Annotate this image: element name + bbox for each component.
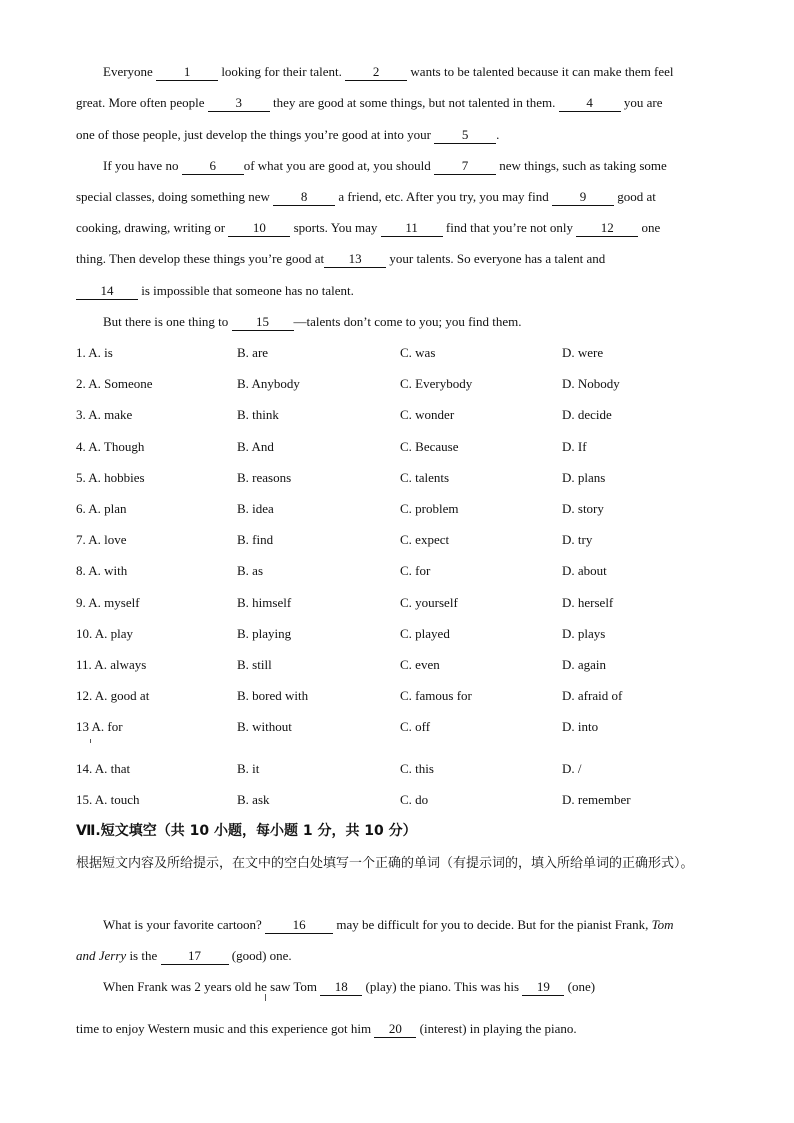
option-c[interactable]: C. this [400,761,434,776]
option-d[interactable]: D. plays [562,626,606,641]
text-segment-italic: and Jerry [76,948,127,963]
option-a[interactable]: 1. A. is [76,345,113,360]
option-a[interactable]: 3. A. make [76,407,133,422]
text-segment: (one) [564,979,596,994]
text-segment: may be difficult for you to decide. But for the pianist Frank, [333,917,652,932]
text-segment: (good) one. [228,948,292,963]
option-a[interactable]: 6. A. plan [76,501,127,516]
blank-13[interactable]: 13 [324,251,386,268]
option-a[interactable]: 8. A. with [76,563,128,578]
option-c[interactable]: C. problem [400,501,459,516]
option-b[interactable]: B. himself [237,595,292,610]
option-b[interactable]: B. it [237,761,260,776]
blank-17[interactable]: 17 [161,948,229,965]
blank-5[interactable]: 5 [434,127,496,144]
passage1-line9 [103,312,718,332]
option-a[interactable]: 15. A. touch [76,792,140,807]
passage1-line2 [76,93,718,113]
option-b[interactable]: B. without [237,719,292,734]
option-c[interactable]: C. do [400,792,429,807]
option-d[interactable]: D. If [562,439,587,454]
option-c[interactable]: C. yourself [400,595,458,610]
text-segment: you are [620,95,663,110]
passage1-line1 [103,62,718,82]
option-b[interactable]: B. find [237,532,274,547]
blank-14[interactable]: 14 [76,283,138,300]
blank-3[interactable]: 3 [208,95,270,112]
text-segment: one of those people, just develop the things you’re good at into your [76,127,435,142]
option-a[interactable]: 14. A. that [76,761,131,776]
question-15-options [76,790,726,810]
question-2-options [76,374,726,394]
option-d[interactable]: D. plans [562,470,606,485]
passage1-line7 [76,249,718,269]
option-c[interactable]: C. Everybody [400,376,473,391]
option-d[interactable]: D. into [562,719,599,734]
text-segment: they are good at some things, but not talented in them. [269,95,559,110]
blank-20[interactable]: 20 [374,1021,416,1038]
option-a[interactable]: 11. A. always [76,657,147,672]
passage2-line4 [76,1019,718,1039]
text-segment: . [496,127,500,142]
option-d[interactable]: D. Nobody [562,376,620,391]
text-segment: time to enjoy Western music and this experience got him [76,1021,375,1036]
question-10-options [76,624,726,644]
option-c[interactable]: C. Because [400,439,459,454]
option-d[interactable]: D. / [562,761,582,776]
text-segment: a friend, etc. After you try, you may find [335,189,552,204]
option-c[interactable]: C. for [400,563,431,578]
option-c[interactable]: C. was [400,345,436,360]
passage1-line6 [76,218,718,238]
option-c[interactable]: C. played [400,626,450,641]
question-6-options [76,499,726,519]
question-9-options [76,593,726,613]
text-segment: When Frank was 2 years old he saw Tom [103,979,321,994]
blank-15[interactable]: 15 [232,314,294,331]
blank-9[interactable]: 9 [552,189,614,206]
question-1-options [76,343,726,363]
stray-mark [90,739,91,743]
text-segment: But there is one thing to [103,314,232,329]
blank-4[interactable]: 4 [559,95,621,112]
question-11-options [76,655,726,675]
blank-7[interactable]: 7 [434,158,496,175]
blank-2[interactable]: 2 [345,64,407,81]
text-segment: Everyone [103,64,157,79]
passage1-line5 [76,187,718,207]
passage2-line2 [76,946,718,966]
passage2-line1 [103,915,718,935]
text-segment: sports. You may [290,220,381,235]
text-segment: cooking, drawing, writing or [76,220,229,235]
text-segment: is the [126,948,161,963]
option-d[interactable]: D. try [562,532,593,547]
passage1-line3 [76,125,718,145]
option-b[interactable]: B. think [237,407,279,422]
passage2-line3 [103,977,718,997]
section-instructions: 根据短文内容及所给提示，在文中的空白处填写一个正确的单词（有提示词的，填入所给单词的正确形式）。 [76,856,694,871]
question-14-options [76,759,726,779]
option-c[interactable]: C. expect [400,532,450,547]
option-c[interactable]: C. famous for [400,688,472,703]
option-b[interactable]: B. bored with [237,688,309,703]
text-segment-italic: Tom [651,917,674,932]
option-d[interactable]: D. afraid of [562,688,623,703]
question-13-options [76,717,726,737]
blank-19[interactable]: 19 [522,979,564,996]
section-title: Ⅶ.短文填空（共 10 小题，每小题 1 分，共 10 分） [76,823,417,839]
option-a[interactable]: 2. A. Someone [76,376,153,391]
passage1-line8 [76,281,718,301]
blank-1[interactable]: 1 [156,64,218,81]
option-b[interactable]: B. still [237,657,272,672]
option-c[interactable]: C. wonder [400,407,455,422]
text-segment: new things, such as taking some [495,158,667,173]
text-segment: looking for their talent. [218,64,346,79]
question-12-options [76,686,726,706]
option-b[interactable]: B. And [237,439,274,454]
option-d[interactable]: D. about [562,563,607,578]
text-segment: special classes, doing something new [76,189,274,204]
option-a[interactable]: 9. A. myself [76,595,140,610]
text-segment: find that you’re not only [442,220,577,235]
blank-8[interactable]: 8 [273,189,335,206]
option-d[interactable]: D. story [562,501,604,516]
option-a[interactable]: 12. A. good at [76,688,150,703]
text-segment: your talents. So everyone has a talent and [386,251,606,266]
blank-16[interactable]: 16 [265,917,333,934]
question-4-options [76,437,726,457]
option-b[interactable]: B. as [237,563,263,578]
question-8-options [76,561,726,581]
text-segment: If you have no [103,158,182,173]
option-b[interactable]: B. Anybody [237,376,300,391]
option-d[interactable]: D. again [562,657,607,672]
option-c[interactable]: C. talents [400,470,450,485]
blank-6[interactable]: 6 [182,158,244,175]
option-d[interactable]: D. herself [562,595,614,610]
stray-mark [265,994,266,1001]
text-segment: is impossible that someone has no talent. [138,283,354,298]
text-segment: (play) the piano. This was his [362,979,523,994]
option-a[interactable]: 10. A. play [76,626,134,641]
text-segment: one [638,220,661,235]
option-b[interactable]: B. idea [237,501,274,516]
text-segment: (interest) in playing the piano. [416,1021,577,1036]
option-b[interactable]: B. playing [237,626,292,641]
question-7-options [76,530,726,550]
option-a[interactable]: 5. A. hobbies [76,470,145,485]
text-segment: thing. Then develop these things you’re good at [76,251,325,266]
option-a[interactable]: 13 A. for [76,719,123,734]
option-b[interactable]: B. reasons [237,470,292,485]
text-segment: What is your favorite cartoon? [103,917,266,932]
option-c[interactable]: C. even [400,657,440,672]
text-segment: —talents don’t come to you; you find them. [293,314,522,329]
text-segment: great. More often people [76,95,208,110]
option-a[interactable]: 4. A. Though [76,439,145,454]
passage1-line4 [103,156,718,176]
text-segment: good at [613,189,656,204]
option-b[interactable]: B. ask [237,792,270,807]
option-d[interactable]: D. decide [562,407,612,422]
blank-18[interactable]: 18 [320,979,362,996]
blank-10[interactable]: 10 [228,220,290,237]
option-c[interactable]: C. off [400,719,431,734]
blank-11[interactable]: 11 [381,220,443,237]
option-d[interactable]: D. were [562,345,604,360]
option-a[interactable]: 7. A. love [76,532,127,547]
blank-12[interactable]: 12 [576,220,638,237]
option-b[interactable]: B. are [237,345,269,360]
question-5-options [76,468,726,488]
text-segment: wants to be talented because it can make them feel [407,64,674,79]
text-segment: of what you are good at, you should [243,158,434,173]
option-d[interactable]: D. remember [562,792,631,807]
question-3-options [76,405,726,425]
